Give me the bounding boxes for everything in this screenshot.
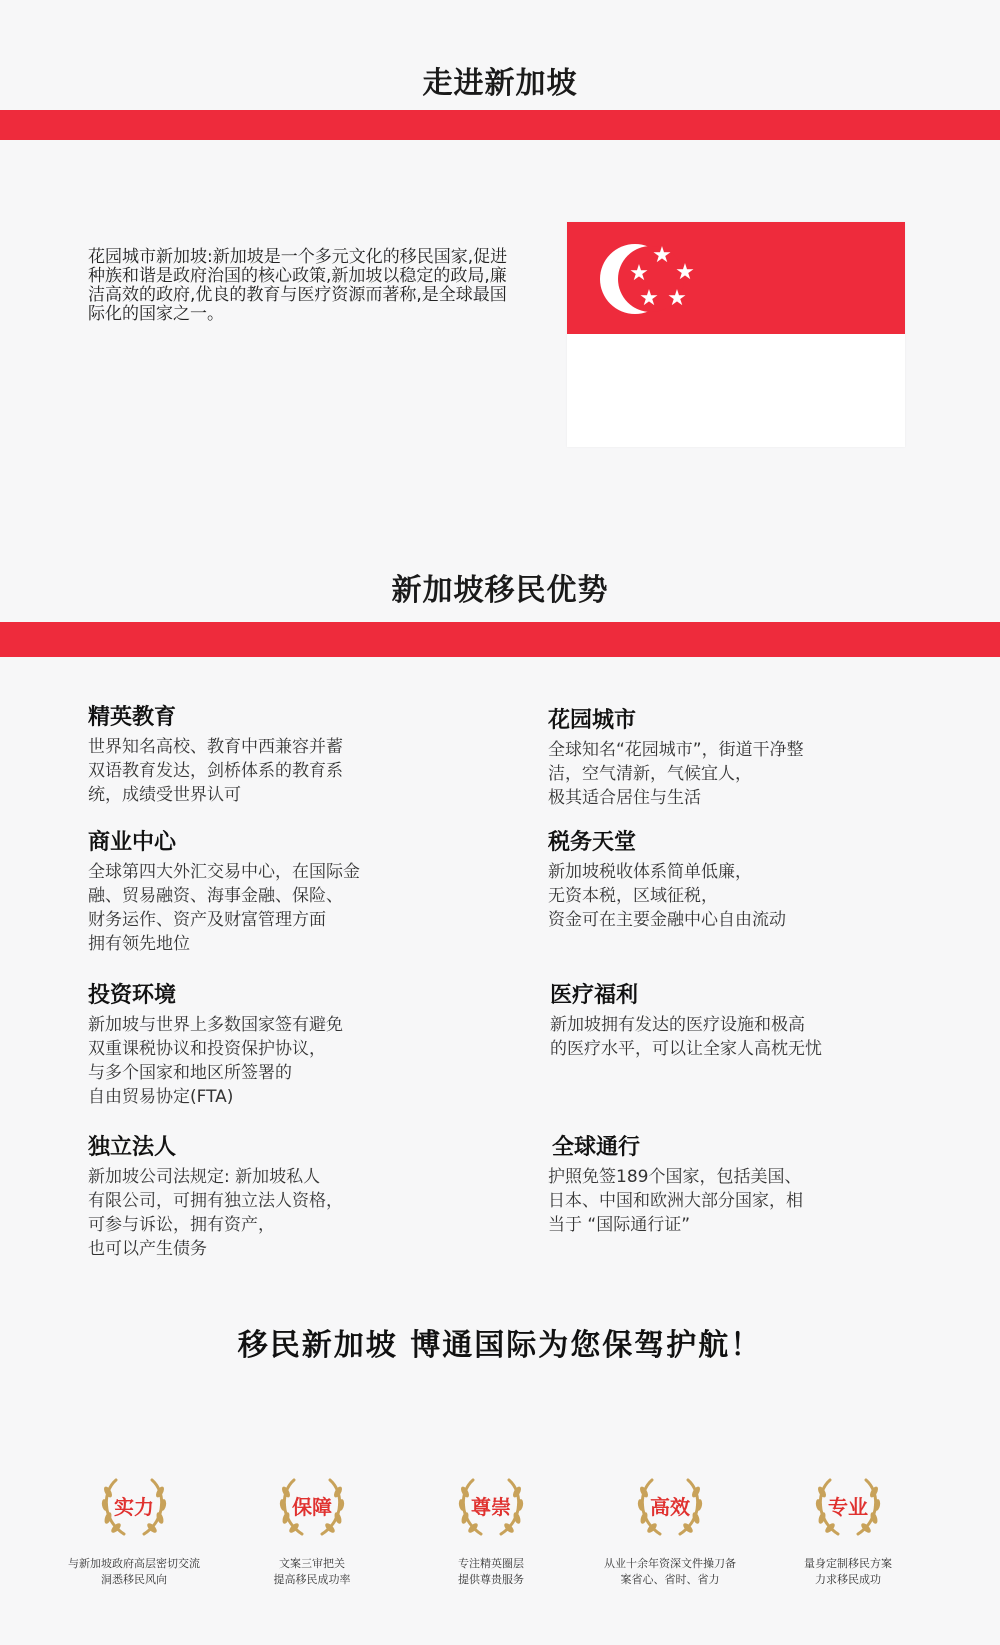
badge-caption: 专注精英圈层 提供尊贵服务	[458, 1557, 524, 1586]
laurel-icon	[630, 1472, 710, 1542]
laurel-icon	[451, 1472, 531, 1542]
badge-label: 保障	[292, 1495, 332, 1519]
badge-label: 尊崇	[471, 1495, 511, 1519]
intro-divider-band	[0, 110, 1000, 140]
advantage-item-global-passport	[548, 1130, 803, 1237]
advantage-body: 全球第四大外汇交易中心，在国际金 融、贸易融资、海事金融、保险、 财务运作、资产及财富管理方面 拥有领先地位	[88, 862, 360, 954]
advantage-body: 全球知名“花园城市”，街道干净整 洁，空气清新，气候宜人， 极其适合居住与生活	[548, 740, 804, 808]
advantage-body: 新加坡拥有发达的医疗设施和极高 的医疗水平，可以让全家人高枕无忧	[550, 1015, 822, 1059]
advantage-title: 精英教育	[88, 705, 177, 730]
advantage-title: 花园城市	[548, 708, 637, 733]
svg-text:★: ★	[629, 261, 649, 286]
advantage-title: 投资环境	[88, 983, 177, 1008]
advantage-item-investment	[88, 978, 343, 1109]
advantage-body: 护照免签189个国家，包括美国、 日本、中国和欧洲大部分国家，相 当于 “国际通行证”	[548, 1167, 803, 1235]
advantage-body: 新加坡税收体系简单低廉， 无资本税，区域征税， 资金可在主要金融中心自由流动	[548, 862, 786, 930]
advantage-title: 税务天堂	[548, 830, 637, 855]
advantage-item-legal-entity	[88, 1130, 343, 1261]
svg-text:★: ★	[652, 243, 672, 268]
badge-efficiency	[580, 1472, 760, 1588]
svg-text:★: ★	[667, 286, 687, 311]
advantage-title: 全球通行	[552, 1135, 641, 1160]
badge-caption: 从业十余年资深文件操刀备 案省心、省时、省力	[604, 1557, 736, 1586]
badge-label: 高效	[650, 1495, 690, 1519]
badge-prestige	[401, 1472, 581, 1588]
closing-slogan: 移民新加坡 博通国际为您保驾护航！	[237, 1328, 763, 1363]
advantage-title: 独立法人	[88, 1135, 177, 1160]
svg-text:★: ★	[675, 260, 695, 285]
advantage-item-business	[88, 825, 360, 956]
advantages-divider-band	[0, 622, 1000, 657]
badge-strength	[44, 1472, 224, 1588]
badge-caption: 文案三审把关 提高移民成功率	[273, 1557, 351, 1586]
advantage-body: 世界知名高校、教育中西兼容并蓄 双语教育发达，剑桥体系的教育系 统，成绩受世界认可	[88, 737, 343, 805]
advantages-title: 新加坡移民优势	[391, 573, 609, 608]
badge-label: 专业	[828, 1495, 868, 1519]
advantage-title: 医疗福利	[550, 983, 639, 1008]
advantage-item-garden-city	[548, 703, 804, 810]
badge-label: 实力	[114, 1495, 154, 1519]
badge-guarantee	[222, 1472, 402, 1588]
laurel-icon	[272, 1472, 352, 1542]
advantage-body: 新加坡与世界上多数国家签有避免 双重课税协议和投资保护协议， 与多个国家和地区所签署的 自由贸易协定(FTA)	[88, 1015, 343, 1107]
badge-caption: 与新加坡政府高层密切交流 洞悉移民风向	[68, 1557, 200, 1586]
intro-paragraph: 花园城市新加坡:新加坡是一个多元文化的移民国家,促进种族和谐是政府治国的核心政策,新加坡以稳定的政局,廉洁高效的政府,优良的教育与医疗资源而著称,是全球最国际化的国家之一。	[88, 247, 508, 324]
advantage-title: 商业中心	[88, 830, 177, 855]
laurel-icon	[808, 1472, 888, 1542]
advantage-item-education	[88, 700, 343, 807]
badge-caption: 量身定制移民方案 力求移民成功	[804, 1557, 892, 1586]
advantage-body: 新加坡公司法规定: 新加坡私人 有限公司，可拥有独立法人资格， 可参与诉讼，拥有资产， 也可以产生债务	[88, 1167, 343, 1259]
badge-professional	[758, 1472, 938, 1588]
advantage-item-tax	[548, 825, 786, 932]
intro-title: 走进新加坡	[422, 66, 578, 101]
svg-text:★: ★	[639, 286, 659, 311]
advantage-item-medical	[550, 978, 822, 1061]
singapore-flag-image	[567, 222, 905, 447]
laurel-icon	[94, 1472, 174, 1542]
